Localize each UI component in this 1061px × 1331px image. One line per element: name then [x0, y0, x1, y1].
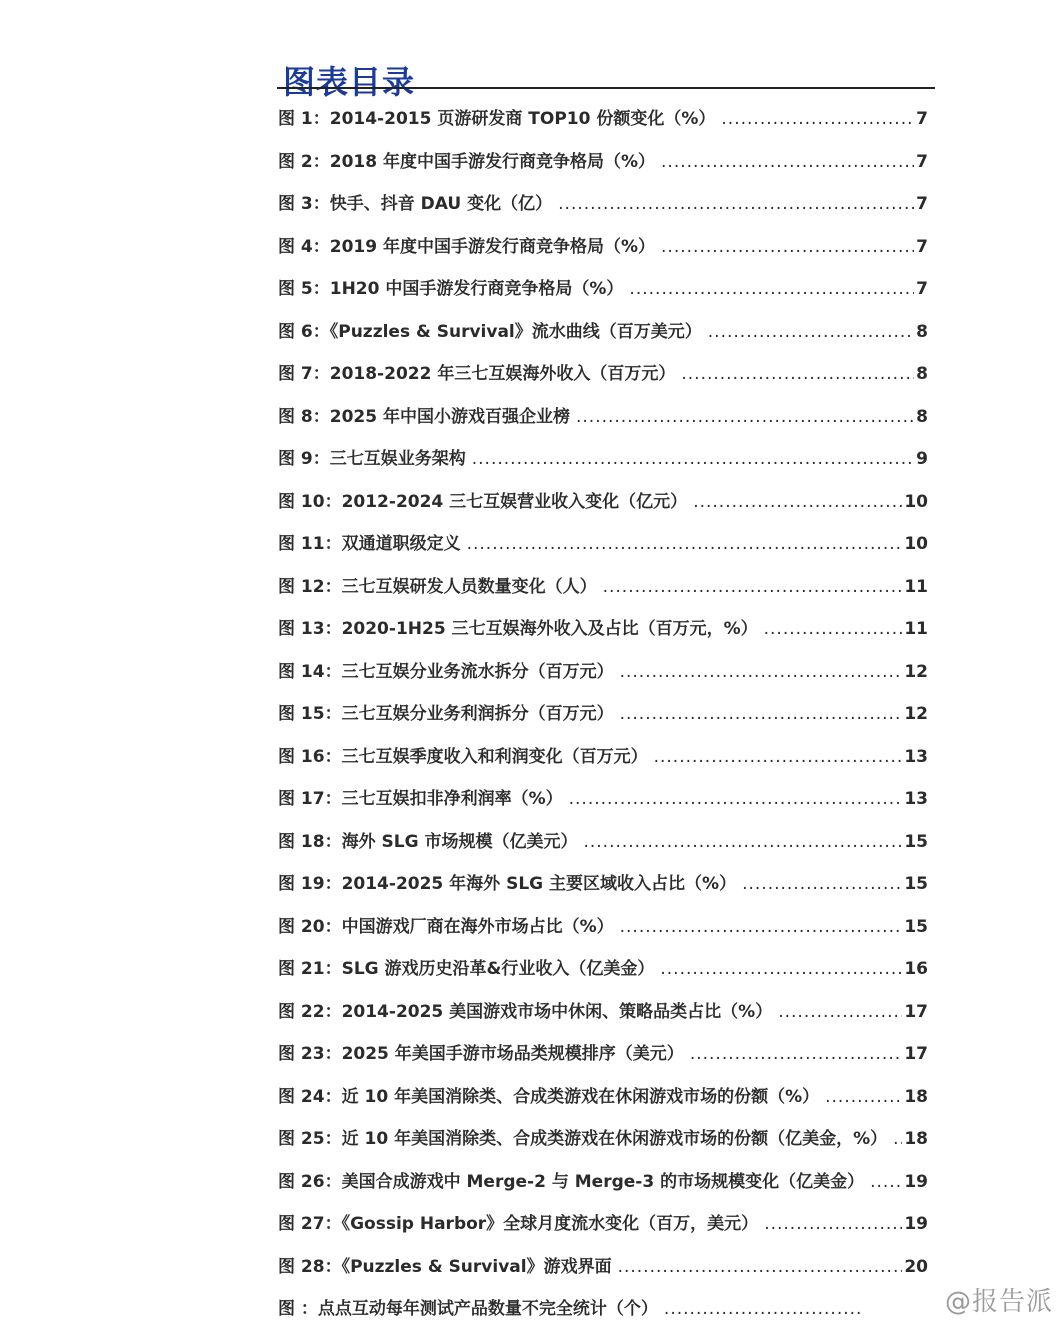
toc-entry-page-number: 7: [916, 236, 928, 257]
toc-entry-page-number: 7: [916, 279, 928, 299]
toc-entry-label: 图 18：海外 SLG 市场规模（亿美元）: [278, 831, 578, 852]
dot-leader: [693, 481, 902, 524]
toc-entry[interactable]: [278, 353, 928, 396]
toc-entry-label: 图 7：2018-2022 年三七互娱海外收入（百万元）: [278, 364, 676, 384]
page-title: 图表目录: [283, 63, 416, 102]
toc-entry-page-number: 20: [904, 1256, 928, 1277]
toc-entry-page-number: 12: [904, 661, 928, 682]
toc-entry[interactable]: [278, 1076, 928, 1119]
toc-entry-page-number: 17: [904, 1044, 928, 1064]
dot-leader: [660, 948, 902, 991]
toc-entry-page-number: 11: [904, 576, 928, 597]
dot-leader: [558, 183, 914, 226]
toc-entry-page-number: 19: [904, 1214, 928, 1234]
toc-entry-label: 图 23：2025 年美国手游市场品类规模排序（美元）: [278, 1044, 684, 1064]
toc-entry[interactable]: [278, 1246, 928, 1289]
dot-leader: [467, 523, 903, 566]
toc-entry[interactable]: [278, 311, 928, 354]
dot-leader: [576, 396, 914, 439]
toc-entry-page-number: 13: [904, 746, 928, 767]
toc-entry-page-number: 13: [904, 789, 928, 809]
toc-entry-label: 图 14：三七互娱分业务流水拆分（百万元）: [278, 661, 614, 682]
toc-entry-page-number: 18: [904, 1129, 928, 1149]
dot-leader: [620, 693, 903, 736]
dot-leader: [629, 268, 914, 311]
toc-entry[interactable]: [278, 863, 928, 906]
title-divider: [277, 87, 935, 89]
dot-leader: [664, 1288, 864, 1331]
toc-entry-page-number: 8: [916, 364, 928, 384]
toc-entry-label: 图 15：三七互娱分业务利润拆分（百万元）: [278, 704, 614, 724]
dot-leader: [893, 1118, 902, 1161]
toc-entry[interactable]: [278, 141, 928, 184]
toc-entry-label: 图 4：2019 年度中国手游发行商竞争格局（%）: [278, 236, 656, 257]
dot-leader: [620, 906, 903, 949]
toc-entry[interactable]: [278, 396, 928, 439]
toc-entry-page-number: 19: [904, 1171, 928, 1192]
toc-entry-label: 图 9：三七互娱业务架构: [278, 449, 466, 469]
toc-entry-page-number: 15: [904, 831, 928, 852]
dot-leader: [825, 1076, 902, 1119]
toc-entry-page-number: 12: [904, 704, 928, 724]
toc-entry[interactable]: [278, 183, 928, 226]
toc-entry[interactable]: [278, 226, 928, 269]
toc-entry-label: 图 5：1H20 中国手游发行商竞争格局（%）: [278, 279, 624, 299]
toc-entry[interactable]: [278, 268, 928, 311]
figure-index-list: [278, 98, 928, 1331]
dot-leader: [764, 608, 903, 651]
toc-entry-label: 图 25：近 10 年美国消除类、合成类游戏在休闲游戏市场的份额（亿美金，%）: [278, 1129, 888, 1149]
dot-leader: [472, 438, 914, 481]
toc-entry[interactable]: [278, 906, 928, 949]
toc-entry-page-number: 15: [904, 916, 928, 937]
toc-entry[interactable]: [278, 821, 928, 864]
dot-leader: [569, 778, 903, 821]
toc-entry[interactable]: [278, 1033, 928, 1076]
dot-leader: [742, 863, 902, 906]
toc-entry-label: 图 13：2020-1H25 三七互娱海外收入及占比（百万元，%）: [278, 619, 758, 639]
dot-leader: [603, 566, 903, 609]
toc-entry-label: 图 3：快手、抖音 DAU 变化（亿）: [278, 194, 553, 214]
toc-entry[interactable]: [278, 608, 928, 651]
dot-leader: [690, 1033, 903, 1076]
toc-entry-label: 图 12：三七互娱研发人员数量变化（人）: [278, 576, 597, 597]
toc-entry[interactable]: [278, 98, 928, 141]
toc-entry-page-number: 7: [916, 194, 928, 214]
toc-entry-label: 图 ：点点互动每年测试产品数量不完全统计（个）: [278, 1299, 658, 1319]
toc-entry[interactable]: [278, 693, 928, 736]
toc-entry-label: 图 28：《Puzzles & Survival》游戏界面: [278, 1256, 612, 1277]
toc-entry-label: 图 20：中国游戏厂商在海外市场占比（%）: [278, 916, 614, 937]
toc-entry[interactable]: [278, 651, 928, 694]
dot-leader: [618, 1246, 903, 1289]
toc-entry-label: 图 24：近 10 年美国消除类、合成类游戏在休闲游戏市场的份额（%）: [278, 1086, 820, 1107]
dot-leader: [778, 991, 902, 1034]
toc-entry[interactable]: [278, 1161, 928, 1204]
toc-entry-page-number: 16: [904, 959, 928, 979]
toc-entry[interactable]: [278, 481, 928, 524]
toc-entry[interactable]: [278, 778, 928, 821]
toc-entry-label: 图 26：美国合成游戏中 Merge-2 与 Merge-3 的市场规模变化（亿美金）: [278, 1171, 865, 1192]
toc-entry-page-number: 18: [904, 1086, 928, 1107]
toc-entry-page-number: 8: [916, 321, 928, 342]
toc-entry-page-number: 8: [916, 406, 928, 427]
toc-entry-label: 图 6：《Puzzles & Survival》流水曲线（百万美元）: [278, 321, 702, 342]
toc-entry[interactable]: [278, 1203, 928, 1246]
toc-entry[interactable]: [278, 948, 928, 991]
toc-entry-label: 图 19：2014-2025 年海外 SLG 主要区域收入占比（%）: [278, 874, 737, 894]
watermark: @报告派: [944, 1287, 1053, 1317]
dot-leader: [661, 226, 914, 269]
toc-entry-label: 图 8：2025 年中国小游戏百强企业榜: [278, 406, 570, 427]
toc-entry-label: 图 16：三七互娱季度收入和利润变化（百万元）: [278, 746, 648, 767]
dot-leader: [661, 141, 914, 184]
toc-entry[interactable]: [278, 1118, 928, 1161]
dot-leader: [764, 1203, 902, 1246]
toc-entry-label: 图 27：《Gossip Harbor》全球月度流水变化（百万，美元）: [278, 1214, 759, 1234]
toc-entry[interactable]: [278, 991, 928, 1034]
toc-entry-page-number: 10: [904, 491, 928, 512]
dot-leader: [620, 651, 903, 694]
toc-entry[interactable]: [278, 1288, 928, 1331]
toc-entry-label: 图 22：2014-2025 美国游戏市场中休闲、策略品类占比（%）: [278, 1001, 773, 1022]
toc-entry-page-number: 15: [904, 874, 928, 894]
toc-entry-page-number: 11: [904, 619, 928, 639]
dot-leader: [583, 821, 902, 864]
toc-entry-label: 图 10：2012-2024 三七互娱营业收入变化（亿元）: [278, 491, 688, 512]
toc-entry-label: 图 21：SLG 游戏历史沿革&行业收入（亿美金）: [278, 959, 655, 979]
toc-entry-page-number: 7: [916, 109, 928, 129]
toc-entry-page-number: 7: [916, 151, 928, 172]
toc-entry-label: 图 17：三七互娱扣非净利润率（%）: [278, 789, 563, 809]
toc-entry[interactable]: [278, 566, 928, 609]
toc-entry-page-number: 17: [904, 1001, 928, 1022]
dot-leader: [870, 1161, 902, 1204]
toc-entry[interactable]: [278, 438, 928, 481]
toc-entry-label: 图 2：2018 年度中国手游发行商竞争格局（%）: [278, 151, 656, 172]
toc-entry[interactable]: [278, 523, 928, 566]
dot-leader: [681, 353, 914, 396]
toc-entry-label: 图 1：2014-2015 页游研发商 TOP10 份额变化（%）: [278, 109, 716, 129]
dot-leader: [708, 311, 914, 354]
dot-leader: [721, 98, 914, 141]
toc-entry-page-number: 10: [904, 534, 928, 554]
toc-entry-label: 图 11：双通道职级定义: [278, 534, 461, 554]
dot-leader: [654, 736, 903, 779]
toc-entry-page-number: 9: [916, 449, 928, 469]
toc-entry[interactable]: [278, 736, 928, 779]
